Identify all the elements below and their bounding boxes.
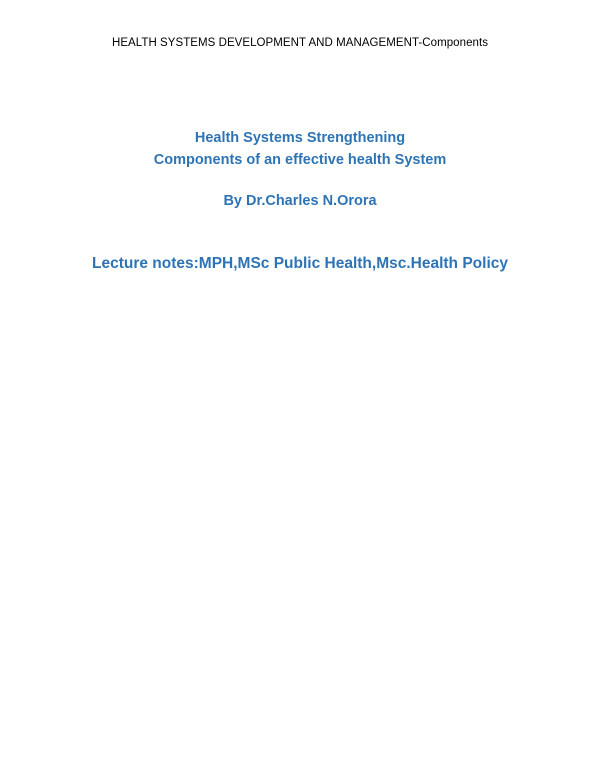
author-line: By Dr.Charles N.Orora bbox=[223, 193, 377, 209]
document-title-line-1: Health Systems Strengthening bbox=[194, 130, 406, 146]
document-title-line-2: Components of an effective health System bbox=[153, 152, 447, 168]
running-header: HEALTH SYSTEMS DEVELOPMENT AND MANAGEMENT-Components bbox=[111, 37, 489, 49]
lecture-notes-line: Lecture notes:MPH,MSc Public Health,Msc.Health Policy bbox=[91, 255, 508, 272]
